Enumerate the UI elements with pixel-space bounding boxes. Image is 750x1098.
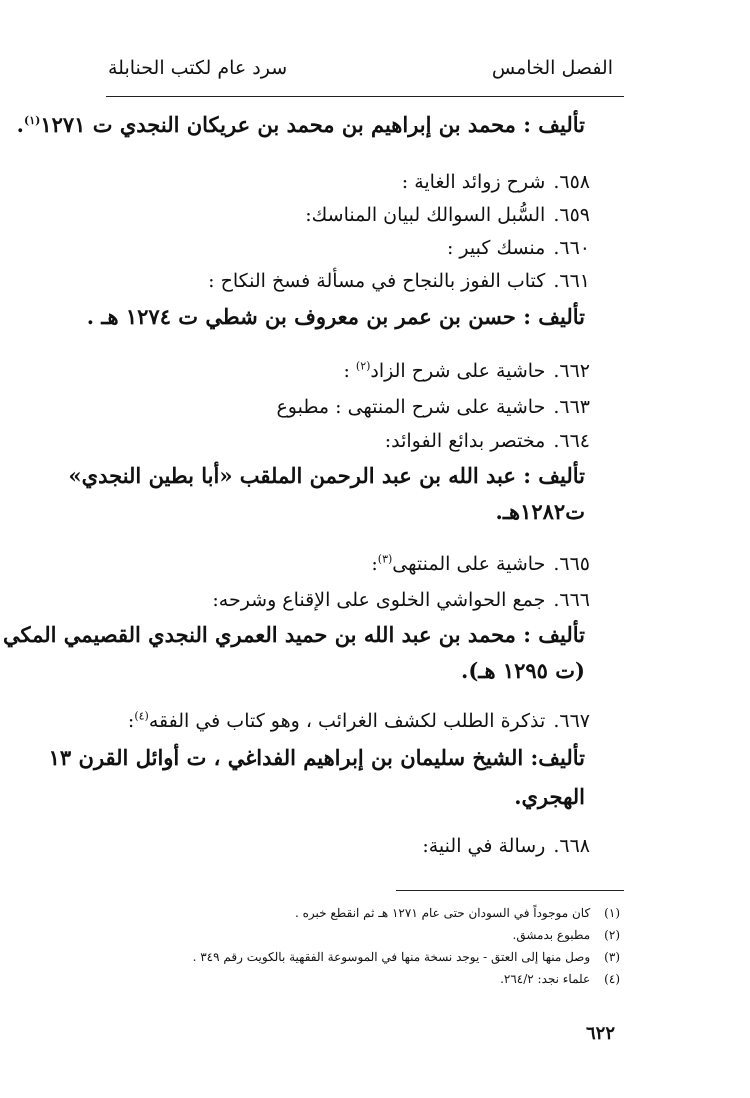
list-item: ٦٥٨.شرح زوائد الغاية : [401, 171, 590, 193]
author-line-4-continued: (ت ١٢٩٥ هـ). [461, 658, 585, 683]
footnote-ref[interactable]: (٢) [355, 359, 371, 373]
list-item: ٦٦٥.حاشية على المنتهى$^{(٣)}$: [371, 552, 590, 575]
list-item: ٦٦٣.حاشية على شرح المنتهى : مطبوع [276, 396, 590, 418]
author-line-3-continued: ت١٢٨٢هـ. [495, 499, 585, 524]
author-line-5-continued: الهجري. [514, 784, 585, 809]
list-item: ٦٦٦.جمع الحواشي الخلوى على الإقناع وشرحه: [212, 589, 590, 611]
footnote-rule [396, 890, 624, 891]
book-title: سرد عام لكتب الحنابلة [108, 57, 288, 79]
list-item: ٦٦١.كتاب الفوز بالنجاح في مسألة فسخ النكاح : [208, 270, 590, 292]
footnote: (٤)علماء نجد: ٢٦٤/٢. [500, 972, 620, 986]
running-header [108, 52, 613, 84]
list-item: ٦٦٤.مختصر بدائع الفوائد: [384, 430, 590, 452]
footnote-ref[interactable]: (٤) [134, 709, 149, 723]
footnote: (٢)مطبوع بدمشق. [512, 928, 620, 942]
author-line-1: تأليف : محمد بن إبراهيم بن محمد بن عريكان النجدي ت ١٢٧١$^{(١)}$. [16, 112, 585, 137]
list-item: ٦٦٧.تذكرة الطلب لكشف الغرائب ، وهو كتاب في الفقه$^{(٤)}$: [127, 709, 590, 732]
list-item: ٦٦٨.رسالة في النية: [422, 835, 590, 857]
author-line-2: تأليف : حسن بن عمر بن معروف بن شطي ت ١٢٧٤ هـ . [86, 304, 585, 329]
footnote-ref[interactable]: (١) [23, 114, 41, 127]
list-item: ٦٦٢.حاشية على شرح الزاد$^{(٢)}$ : [343, 359, 590, 382]
footnote: (١)كان موجوداً في السودان حتى عام ١٢٧١ هـ ثم انقطع خبره . [295, 906, 620, 920]
author-line-3: تأليف : عبد الله بن عبد الرحمن الملقب «أبا بطين النجدي» [68, 463, 585, 488]
footnote: (٣)وصل منها إلى العتق - يوجد نسخة منها في الموسوعة الفقهية بالكويت رقم ٣٤٩ . [192, 950, 620, 964]
chapter-title: الفصل الخامس [491, 57, 613, 79]
list-item: ٦٥٩.السُّبل السوالك لبيان المناسك: [305, 204, 590, 226]
author-line-5: تأليف: الشيخ سليمان بن إبراهيم الفداغي ، ت أوائل القرن ١٣ [48, 745, 585, 770]
page-number: ٦٢٢ [586, 1023, 616, 1044]
footnote-ref[interactable]: (٣) [377, 552, 393, 566]
header-rule [106, 96, 624, 97]
list-item: ٦٦٠.منسك كبير : [446, 237, 590, 259]
author-line-4: تأليف : محمد بن عبد الله بن حميد العمري النجدي القصيمي المكي [3, 622, 585, 647]
